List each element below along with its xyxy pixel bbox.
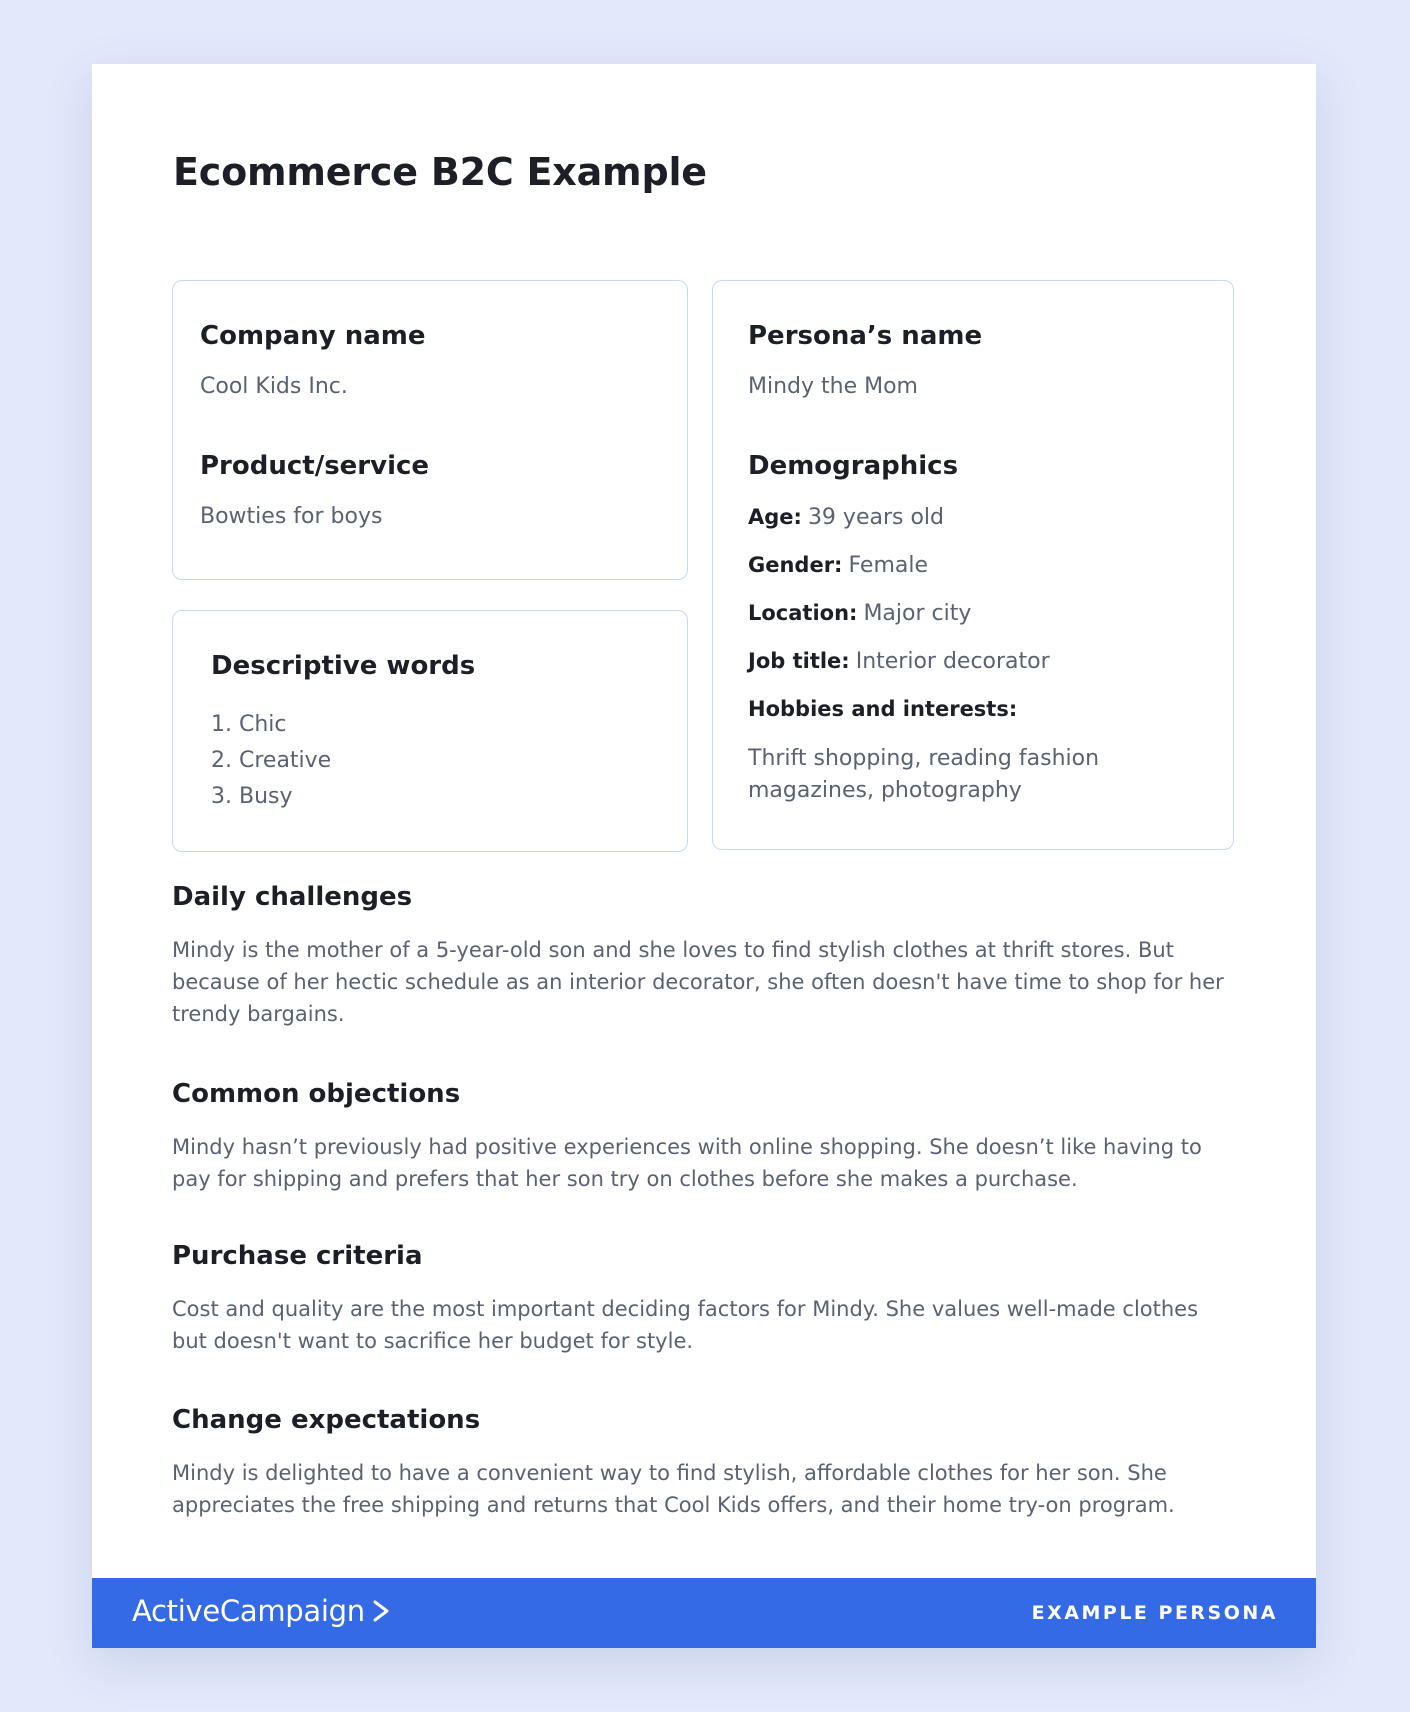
- page-title: Ecommerce B2C Example: [173, 150, 707, 194]
- persona-name-value: Mindy the Mom: [748, 374, 918, 399]
- company-card: [172, 280, 688, 580]
- purchase-criteria-text: Cost and quality are the most important deciding factors for Mindy. She values well-made clothes but doesn't want to sacrifice her budget for style.: [172, 1297, 1199, 1353]
- job-title-value: Interior decorator: [855, 649, 1050, 674]
- descriptive-words-label: Descriptive words: [211, 651, 476, 681]
- descriptive-words-card: [172, 610, 688, 852]
- demographic-job-title: [748, 649, 1050, 674]
- persona-sheet: [92, 64, 1316, 1648]
- location-value: Major city: [863, 601, 972, 626]
- daily-challenges-text: Mindy is the mother of a 5-year-old son and she loves to find stylish clothes at thrift stores. But because of her hectic schedule as an interior decorator, she often doesn't have time to shop for her trendy bargains.: [172, 938, 1224, 1026]
- gender-label: Gender:: [748, 553, 843, 577]
- demographic-location: [748, 601, 971, 626]
- list-item: 1. Chic: [211, 712, 287, 737]
- demographic-age: [748, 505, 944, 530]
- daily-challenges-heading: Daily challenges: [172, 882, 413, 912]
- change-expectations-text: Mindy is delighted to have a convenient way to find stylish, affordable clothes for her son. She appreciates the free shipping and returns that Cool Kids offers, and their home try-on program.: [172, 1461, 1175, 1517]
- brand-name: ActiveCampaign: [132, 1594, 365, 1628]
- job-title-label: Job title:: [748, 649, 850, 673]
- demographics-label: Demographics: [748, 451, 959, 481]
- age-label: Age:: [748, 505, 802, 529]
- common-objections-heading: Common objections: [172, 1079, 461, 1109]
- footer-bar: [92, 1578, 1316, 1648]
- hobbies-label: Hobbies and interests:: [748, 697, 1018, 721]
- persona-name-label: Persona’s name: [748, 321, 983, 351]
- persona-card: [712, 280, 1234, 850]
- chevron-right-icon: [371, 1599, 391, 1623]
- descriptive-words-list: [211, 707, 331, 815]
- gender-value: Female: [848, 553, 929, 578]
- age-value: 39 years old: [807, 505, 944, 530]
- company-name-value: Cool Kids Inc.: [200, 374, 348, 399]
- list-item: 2. Creative: [211, 748, 332, 773]
- product-service-label: Product/service: [200, 451, 430, 481]
- example-persona-tag: EXAMPLE PERSONA: [1031, 1602, 1278, 1624]
- list-item: 3. Busy: [211, 784, 293, 809]
- demographic-gender: [748, 553, 928, 578]
- company-name-label: Company name: [200, 321, 426, 351]
- location-label: Location:: [748, 601, 858, 625]
- common-objections-text: Mindy hasn’t previously had positive experiences with online shopping. She doesn’t like having to pay for shipping and prefers that her son try on clothes before she makes a purchase.: [172, 1135, 1202, 1191]
- change-expectations-heading: Change expectations: [172, 1405, 481, 1435]
- hobbies-value: Thrift shopping, reading fashion magazines, photography: [748, 746, 1100, 803]
- purchase-criteria-heading: Purchase criteria: [172, 1241, 423, 1271]
- product-service-value: Bowties for boys: [200, 504, 383, 529]
- brand-logo: [132, 1594, 391, 1628]
- demographic-hobbies: [748, 697, 1017, 722]
